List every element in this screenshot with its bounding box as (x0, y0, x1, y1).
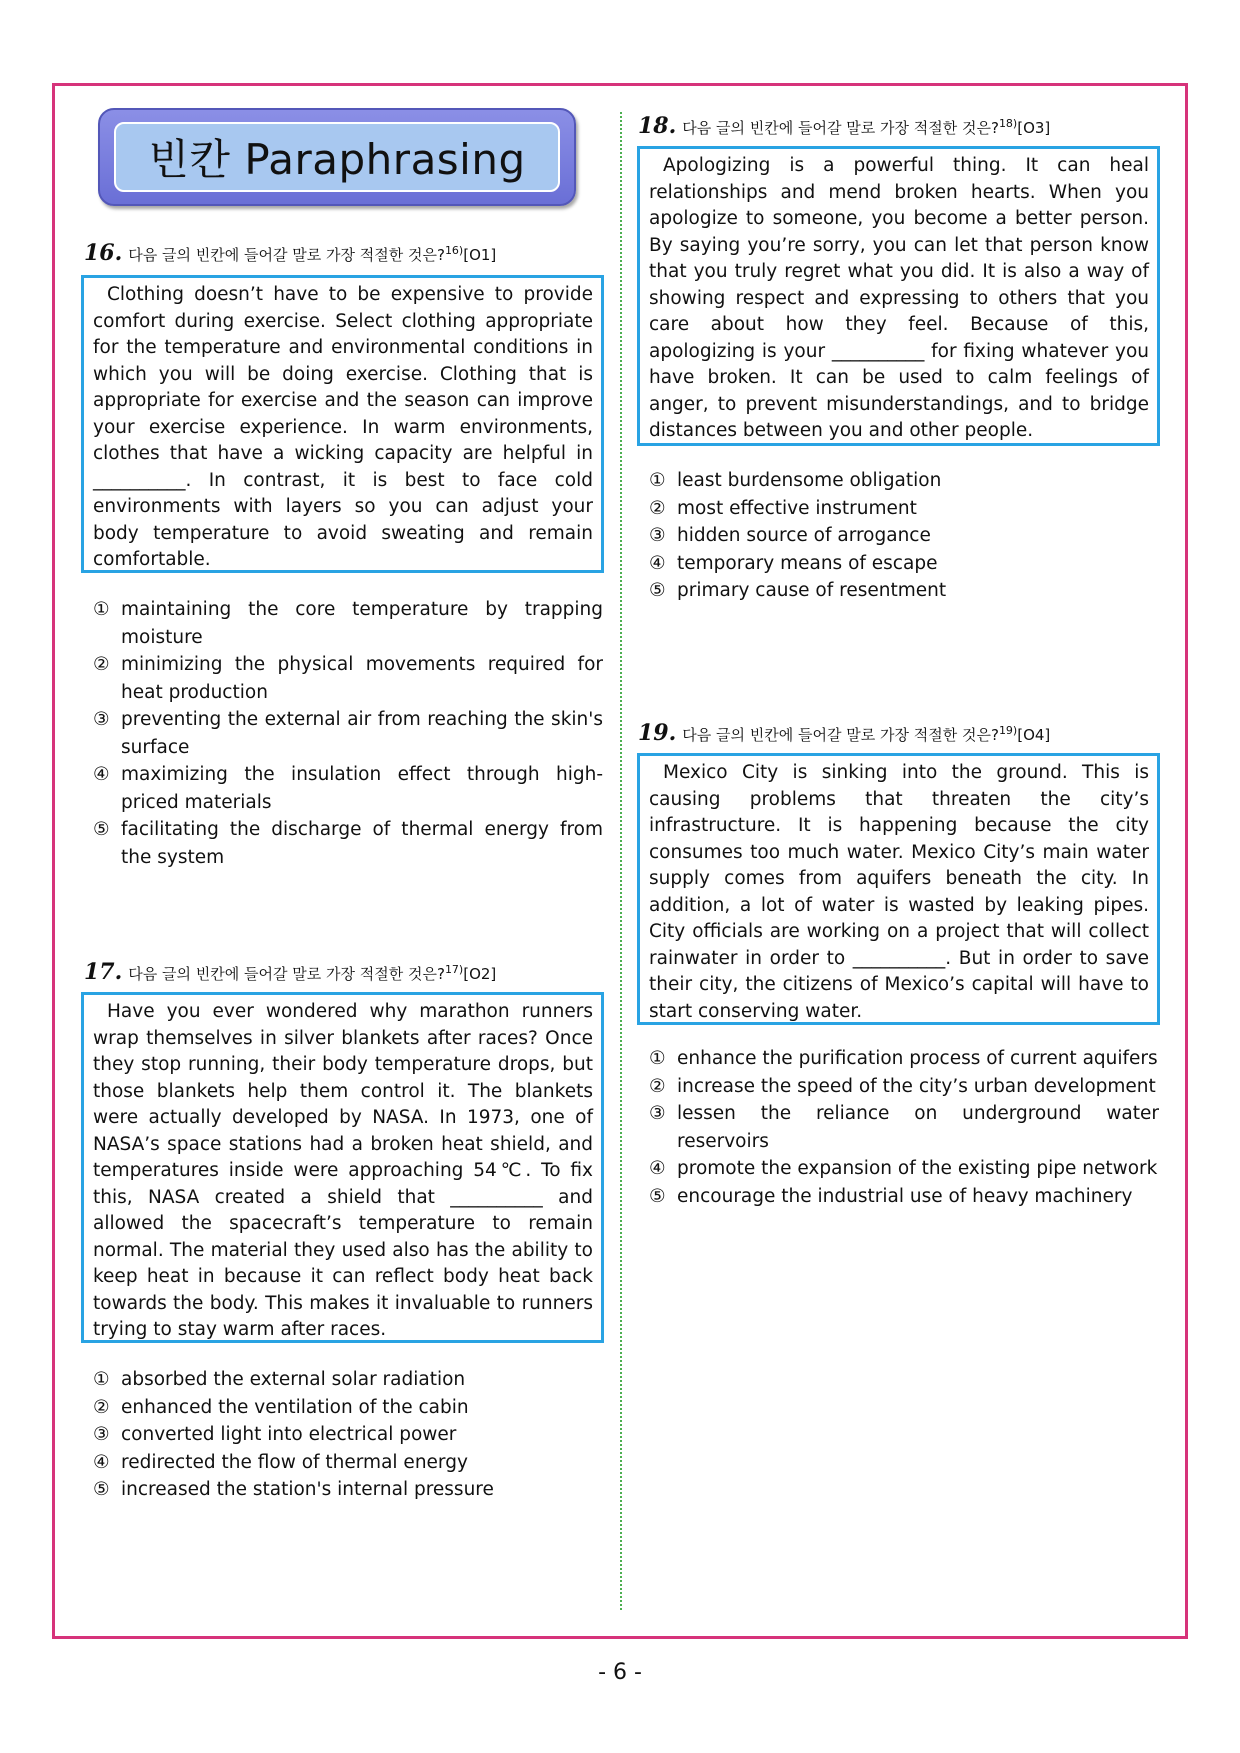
question-17-passage-box (81, 992, 604, 1343)
choice-5[interactable]: ⑤ primary cause of resentment (649, 580, 947, 601)
choice-3[interactable]: ③ hidden source of arrogance (649, 525, 931, 546)
question-17-choices (93, 1366, 603, 1504)
question-ref: 19) (998, 724, 1018, 737)
choice-3[interactable]: ③ preventing the external air from reaching the skin's surface (93, 709, 603, 758)
passage-text: Have you ever wondered why marathon runners wrap themselves in silver blankets after races? Once they stop running, their body temperature drops, but those blankets help them control it. The blankets were actually developed by NASA. In 1973, one of NASA’s space stations had a broken heat shield, and temperatures inside were approaching 54℃. To fix this, NASA created a shield that __________ and allowed the spacecraft’s temperature to remain normal. The material they used also has the ability to keep heat in because it can reflect body heat back towards the body. This makes it invaluable to runners trying to stay warm after races. (93, 1001, 593, 1340)
choice-5[interactable]: ⑤ increased the station's internal pressure (93, 1479, 494, 1500)
question-code: [O2] (463, 965, 497, 983)
question-number: 16. (84, 240, 123, 266)
question-18-header (638, 113, 1050, 139)
choice-4[interactable]: ④ temporary means of escape (649, 552, 938, 574)
choice-4[interactable]: ④ maximizing the insulation effect through high-priced materials (93, 764, 603, 813)
choice-4[interactable]: ④ promote the expansion of the existing pipe network (649, 1158, 1158, 1179)
question-ref: 17) (444, 963, 464, 976)
choice-1[interactable]: ① least burdensome obligation (649, 470, 942, 491)
question-ref: 18) (998, 117, 1018, 130)
choice-2[interactable]: ② increase the speed of the city’s urban development (649, 1075, 1156, 1097)
passage-text: Mexico City is sinking into the ground. This is causing problems that threaten the city’s infrastructure. It is happening because the city consumes too much water. Mexico City’s main water supply comes from aquifers beneath the city. In addition, a lot of water is wasted by leaking pipes. City officials are working on a project that will collect rainwater in order to __________. But in order to save their city, the citizens of Mexico’s capital will have to start conserving water. (649, 762, 1149, 1022)
passage-text: Clothing doesn’t have to be expensive to provide comfort during exercise. Select clothing appropriate for the temperature and environmental conditions in which you will be doing exercise. Clothing that is appropriate for exercise and the season can improve your exercise experience. In warm environments, clothes that have a wicking capacity are helpful in __________. In contrast, it is best to face cold environments with layers so you can adjust your body temperature to avoid sweating and remain comfortable. (93, 284, 593, 570)
question-ref: 16) (444, 244, 464, 257)
section-title-inner (114, 122, 560, 192)
question-19-passage-box (637, 753, 1160, 1025)
question-16-choices (93, 596, 603, 871)
question-code: [O1] (463, 246, 497, 264)
choice-4[interactable]: ④ redirected the flow of thermal energy (93, 1451, 468, 1473)
question-18-passage-box (637, 146, 1160, 446)
choice-5[interactable]: ⑤ encourage the industrial use of heavy machinery (649, 1185, 1133, 1207)
question-18-choices (649, 467, 1159, 605)
question-code: [O3] (1017, 119, 1051, 137)
question-prompt: 다음 글의 빈칸에 들어갈 말로 가장 적절한 것은? (128, 246, 445, 264)
question-16-header (84, 240, 496, 266)
choice-1[interactable]: ① absorbed the external solar radiation (93, 1369, 466, 1390)
section-title-badge (98, 108, 576, 206)
choice-5[interactable]: ⑤ facilitating the discharge of thermal energy from the system (93, 819, 603, 868)
question-number: 18. (638, 113, 677, 139)
choice-1[interactable]: ① enhance the purification process of current aquifers (649, 1048, 1158, 1069)
question-prompt: 다음 글의 빈칸에 들어갈 말로 가장 적절한 것은? (128, 965, 445, 983)
question-19-choices (649, 1045, 1159, 1210)
choice-2[interactable]: ② most effective instrument (649, 497, 917, 519)
choice-2[interactable]: ② minimizing the physical movements required for heat production (93, 654, 603, 703)
question-number: 19. (638, 720, 677, 746)
choice-3[interactable]: ③ converted light into electrical power (93, 1424, 457, 1445)
question-prompt: 다음 글의 빈칸에 들어갈 말로 가장 적절한 것은? (682, 726, 999, 744)
section-title: 빈칸 Paraphrasing (148, 135, 526, 184)
question-16-passage-box (81, 275, 604, 573)
choice-3[interactable]: ③ lessen the reliance on underground water reservoirs (649, 1103, 1159, 1152)
question-code: [O4] (1017, 726, 1051, 744)
passage-text: Apologizing is a powerful thing. It can heal relationships and mend broken hearts. When you apologize to someone, you become a better person. By saying you’re sorry, you can let that person know that you truly regret what you did. It is also a way of showing respect and expressing to others that you care about how they feel. Because of this, apologizing is your __________ for fixing whatever you have broken. It can be used to calm feelings of anger, to prevent misunderstandings, and to bridge distances between you and other people. (649, 155, 1149, 441)
question-prompt: 다음 글의 빈칸에 들어갈 말로 가장 적절한 것은? (682, 119, 999, 137)
question-19-header (638, 720, 1050, 746)
page-number: - 6 - (598, 1660, 642, 1685)
choice-2[interactable]: ② enhanced the ventilation of the cabin (93, 1396, 469, 1418)
choice-1[interactable]: ① maintaining the core temperature by trapping moisture (93, 599, 603, 648)
question-number: 17. (84, 959, 123, 985)
column-divider (620, 112, 622, 1610)
question-17-header (84, 959, 496, 985)
